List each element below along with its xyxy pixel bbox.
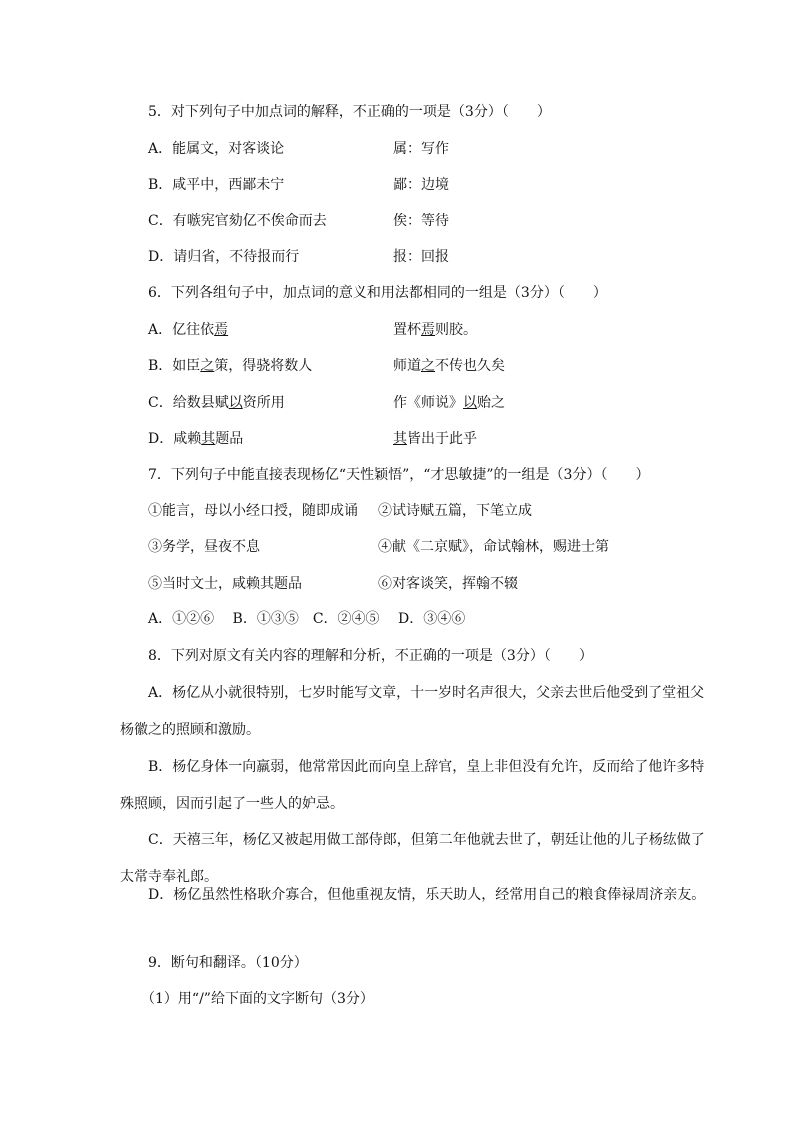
q5-option-a: A．能属文，对客谈论: [148, 141, 285, 157]
q8-option-d: D．杨亿虽然性格耿介寡合，但他重视友情，乐天助人，经常用自己的粮食俸禄周济亲友。: [148, 887, 706, 903]
q8-option-b: B．杨亿身体一向羸弱，他常常因此而向皇上辞官，皇上非但没有允许，反而给了他许多特殊照顾，因而引起了一些人的妒忌。: [120, 759, 705, 812]
q6-option-a: A．亿往依焉: [148, 322, 229, 338]
q5-option-d: D．请归省，不待报而行: [148, 249, 300, 265]
q5-option-c-gloss: 俟：等待: [393, 213, 449, 229]
q5-option-b: B．咸平中，西鄙未宁: [148, 177, 285, 193]
q7-stem: 7．下列句子中能直接表现杨亿“天性颖悟”，“才思敏捷”的一组是（3分）（ ）: [148, 467, 650, 483]
q7-item-2: ②试诗赋五篇，下笔立成: [378, 503, 532, 519]
q7-choices: A．①②⑥ B．①③⑤ C．②④⑤ D．③④⑥: [148, 611, 466, 627]
q9-stem: 9．断句和翻译。（10分）: [148, 955, 308, 971]
q6-option-c-pair: 作《师说》以贻之: [393, 395, 505, 411]
q9-sub-1: （1）用“/”给下面的文字断句（3分）: [141, 991, 374, 1007]
q8-option-c: C．天禧三年，杨亿又被起用做工部侍郎，但第二年他就去世了，朝廷让他的儿子杨纮做了太常寺奉礼郎。: [120, 832, 705, 885]
q6-option-d-pair: 其皆出于此乎: [393, 431, 477, 447]
q8-stem: 8．下列对原文有关内容的理解和分析，不正确的一项是（3分）（ ）: [148, 648, 593, 664]
q5-stem: 5．对下列句子中加点词的解释，不正确的一项是（3分）（ ）: [148, 104, 551, 120]
q7-item-6: ⑥对客谈笑，挥翰不辍: [378, 576, 518, 592]
q6-stem: 6．下列各组句子中，加点词的意义和用法都相同的一组是（3分）（ ）: [148, 285, 607, 301]
q6-option-b-pair: 师道之不传也久矣: [393, 358, 505, 374]
q7-item-5: ⑤当时文士，咸赖其题品: [148, 576, 302, 592]
q5-option-c: C．有嗾宪官劾亿不俟命而去: [148, 213, 327, 229]
q8-option-a: A．杨亿从小就很特别，七岁时能写文章，十一岁时名声很大，父亲去世后他受到了堂祖父杨徽之的照顾和激励。: [120, 685, 705, 738]
q7-item-3: ③务学，昼夜不息: [148, 539, 260, 555]
q6-option-d: D．咸赖其题品: [148, 431, 244, 447]
q5-option-a-gloss: 属：写作: [393, 141, 449, 157]
q6-option-a-pair: 置杯焉则胶。: [393, 322, 477, 338]
q5-option-d-gloss: 报：回报: [393, 249, 449, 265]
q6-option-b: B．如臣之策，得骁将数人: [148, 358, 313, 374]
q7-item-1: ①能言，母以小经口授，随即成诵: [148, 503, 358, 519]
q6-option-c: C．给数县赋以资所用: [148, 395, 285, 411]
q7-item-4: ④献《二京赋》，命试翰林，赐进士第: [378, 539, 609, 555]
q5-option-b-gloss: 鄙：边境: [393, 177, 449, 193]
